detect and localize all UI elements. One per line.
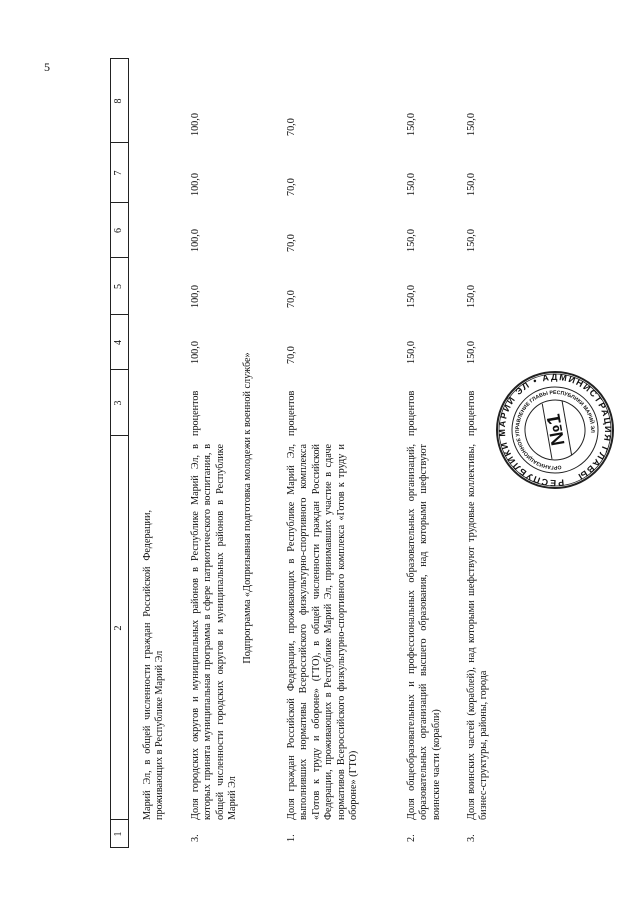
value-cell: 100,0 (190, 113, 201, 136)
row-number: 2. (406, 834, 417, 842)
header-cell: 8 (113, 98, 124, 104)
value-cell: 100,0 (190, 285, 201, 308)
value-cell: 70,0 (286, 346, 297, 364)
value-cell: 150,0 (406, 113, 417, 136)
value-cell: 150,0 (406, 173, 417, 196)
value-cell: 150,0 (406, 229, 417, 252)
header-cell: 4 (113, 340, 124, 345)
row-number: 1. (286, 834, 297, 842)
value-cell: 150,0 (406, 341, 417, 364)
table-frame (110, 58, 535, 848)
header-bottom-border (128, 58, 129, 848)
value-cell: 70,0 (286, 118, 297, 136)
header-cell: 6 (113, 228, 124, 233)
value-cell: 70,0 (286, 178, 297, 196)
header-cell: 7 (113, 170, 124, 176)
value-cell: 70,0 (286, 290, 297, 308)
value-cell: 150,0 (466, 229, 477, 252)
unit-cell: процентов (190, 390, 201, 436)
unit-cell: процентов (406, 390, 417, 436)
value-cell: 100,0 (190, 173, 201, 196)
unit-cell: процентов (466, 390, 477, 436)
value-cell: 150,0 (466, 341, 477, 364)
value-cell: 150,0 (466, 285, 477, 308)
header-cell: 2 (113, 625, 124, 631)
row-number: 3. (190, 834, 201, 842)
rotated-table (110, 58, 535, 848)
value-cell: 100,0 (190, 341, 201, 364)
row-text: Доля воинских частей (кораблей), над которыми шефствуют трудовые коллективы, бизнес-структуры, районы, города (466, 444, 490, 820)
seal-inner-text: ОРГАНИЗАЦИОННОЕ УПРАВЛЕНИЕ ГЛАВЫ РЕСПУБЛИКИ МАРИЙ ЭЛ (514, 389, 596, 471)
header-cell: 3 (113, 400, 124, 406)
header-cell: 5 (113, 284, 124, 289)
row-text: Доля общеобразовательных и профессиональных образовательных организаций, образовательных организаций высшего образования, над которыми шефствуют воинские части (корабли) (406, 444, 442, 820)
table-top-border (110, 58, 111, 848)
value-cell: 150,0 (406, 285, 417, 308)
unit-cell: процентов (286, 390, 297, 436)
row-number: 3. (466, 834, 477, 842)
value-cell: 70,0 (286, 234, 297, 252)
value-cell: 150,0 (466, 113, 477, 136)
subprogram-title: Подпрограмма «Допризывная подготовка молодежи к военной службе» (242, 352, 253, 664)
row-text: Марий Эл, в общей численности граждан Российской Федерации, проживающих в Республике Марий Эл (142, 510, 166, 820)
page-number: 5 (44, 60, 50, 74)
value-cell: 150,0 (466, 173, 477, 196)
official-seal (495, 370, 615, 490)
value-cell: 100,0 (190, 229, 201, 252)
seal-outer-text: РЕСПУБЛИКИ МАРИЙ ЭЛ • АДМИНИСТРАЦИЯ ГЛАВЫ (496, 371, 614, 489)
seal-number: №1 (543, 412, 570, 448)
row-text: Доля городских округов и муниципальных районов в Республике Марий Эл, в которых принята муниципальная программа в сфере патриотического воспитания, в общей численности городских округов и муниципальных районов в Республике Марий Эл (190, 444, 239, 820)
header-cell: 1 (113, 831, 124, 837)
row-text: Доля граждан Российской Федерации, проживающих в Республике Марий Эл, выполнивших нормативы Всероссийского физкультурно-спортивного комплекса «Готов к труду и обороне» (ГТО), в общей численности граждан Российской Федерации, проживающих в Республике Марий Эл, принимавших участие в сдаче нормативов Всероссийского физкультурно-спортивного комплекса «Готов к труду и обороне» (ГТО) (286, 444, 360, 820)
